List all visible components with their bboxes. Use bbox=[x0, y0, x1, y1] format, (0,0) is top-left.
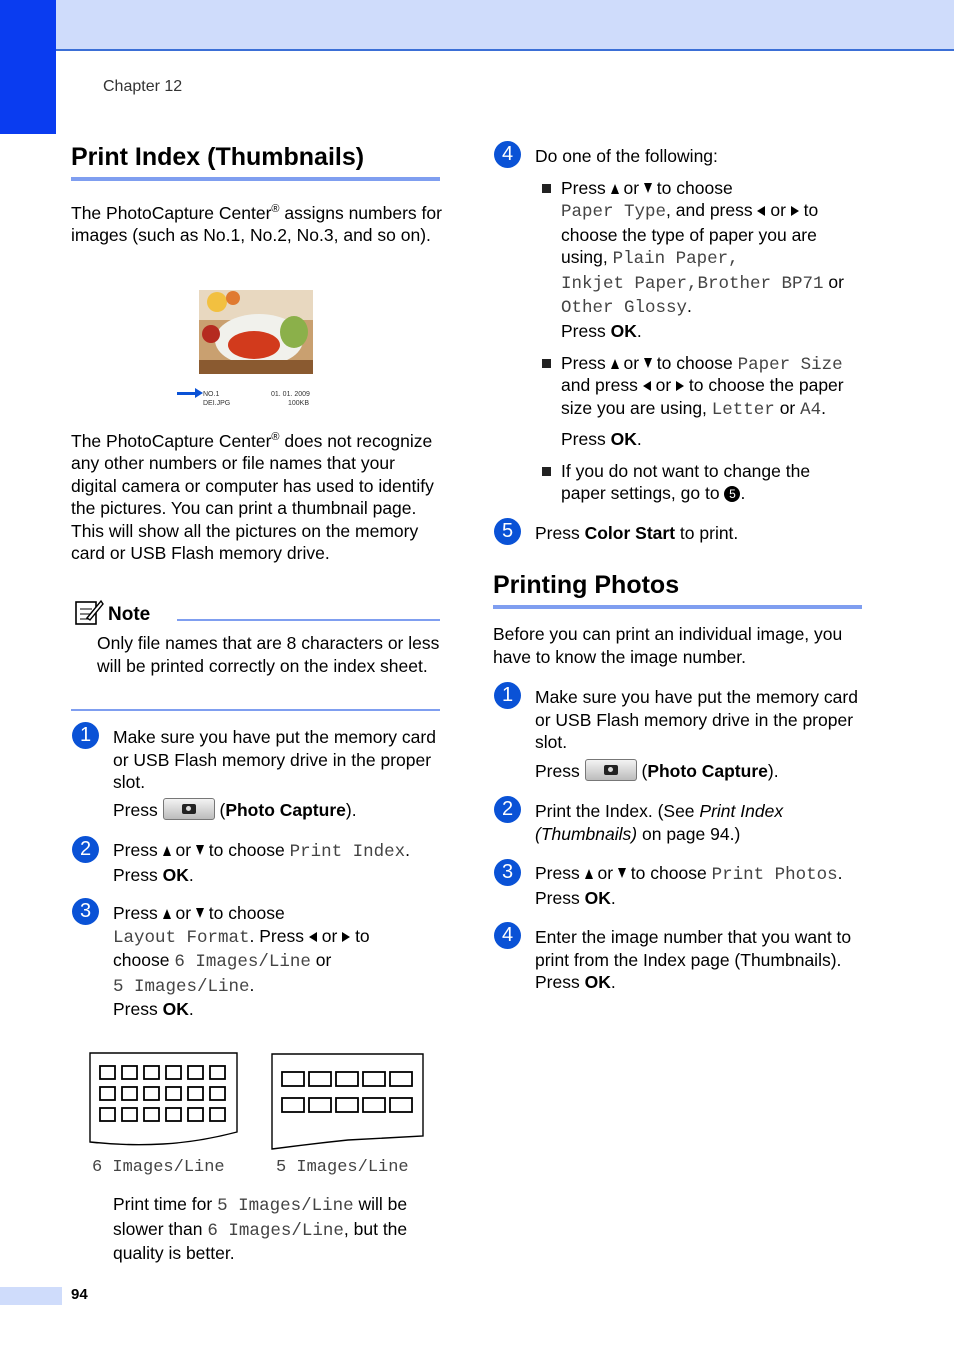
left-arrow-icon bbox=[643, 381, 651, 391]
up-arrow-icon bbox=[611, 184, 619, 194]
step-number-4: 4 bbox=[494, 141, 521, 168]
note-text: Only file names that are 8 characters or less will be printed correctly on the index sheet. bbox=[97, 633, 440, 676]
bullet-paper-size-body: and press or to choose the paper size you are using, Letter or A4. bbox=[561, 375, 844, 420]
arrowhead-icon bbox=[195, 388, 203, 398]
left-arrow-icon bbox=[309, 932, 317, 942]
printing-photos-intro: Before you can print an individual image, you have to know the image number. bbox=[493, 624, 843, 667]
note-bottom-rule bbox=[71, 709, 440, 711]
p1-text: Make sure you have put the memory card or USB Flash memory drive in the proper slot. bbox=[535, 687, 858, 752]
section-title-printing-photos: Printing Photos bbox=[493, 571, 680, 599]
section-title-print-index: Print Index (Thumbnails) bbox=[71, 143, 365, 171]
right-arrow-icon bbox=[342, 932, 350, 942]
photo-capture-button[interactable] bbox=[585, 759, 637, 781]
down-arrow-icon bbox=[644, 358, 652, 368]
layout-5-images-illustration bbox=[270, 1052, 426, 1152]
note-rule bbox=[177, 619, 440, 621]
step-number-p2: 2 bbox=[494, 796, 521, 823]
p1-press: Press (Photo Capture). bbox=[535, 761, 779, 781]
bullet-paper-type: Press or to choose bbox=[542, 177, 872, 200]
note-icon bbox=[74, 598, 102, 626]
title2-underline bbox=[493, 605, 862, 609]
thumb-date: 01. 01. 2009 bbox=[271, 391, 310, 398]
down-arrow-icon bbox=[644, 183, 652, 193]
p3-text: Press or to choose Print Photos. Press OK. bbox=[535, 863, 843, 908]
p2-text: Print the Index. (See Print Index (Thumbnails) on page 94.) bbox=[535, 801, 784, 844]
bullet-paper-type-body: Paper Type, and press or to choose the type of paper you are using, Plain Paper, Inkjet Paper,Brother BP71 or Other Glossy. bbox=[561, 200, 844, 318]
photo-capture-button[interactable] bbox=[163, 798, 215, 820]
step-number-3: 3 bbox=[72, 898, 99, 925]
step1-text: Make sure you have put the memory card or USB Flash memory drive in the proper slot. bbox=[113, 727, 436, 792]
step-number-5: 5 bbox=[494, 518, 521, 545]
step1-press: Press (Photo Capture). bbox=[113, 800, 357, 820]
footer-bar bbox=[0, 1287, 62, 1305]
chapter-label: Chapter 12 bbox=[103, 78, 183, 95]
recognize-paragraph: The PhotoCapture Center® does not recognize any other numbers or file names that your digital camera or computer has used to identify the pictures. You can print a thumbnail page. This will show all the pictures on the memory card or USB Flash memory drive. bbox=[71, 430, 434, 564]
thumb-number: NO.1 bbox=[203, 391, 220, 398]
up-arrow-icon bbox=[163, 909, 171, 919]
p4-text: Enter the image number that you want to print from the Index page (Thumbnails). Press OK. bbox=[535, 927, 852, 992]
down-arrow-icon bbox=[196, 908, 204, 918]
bullet2-press-ok: Press OK. bbox=[561, 429, 642, 449]
bullet-no-change-body: paper settings, go to 5 . bbox=[561, 483, 746, 503]
layout-6-label: 6 Images/Line bbox=[92, 1158, 225, 1177]
step-number-p3: 3 bbox=[494, 859, 521, 886]
header-bar bbox=[0, 0, 954, 51]
down-arrow-icon bbox=[196, 845, 204, 855]
right-arrow-icon bbox=[676, 381, 684, 391]
thumb-size: 100KB bbox=[288, 400, 310, 407]
bullet-icon bbox=[542, 359, 551, 368]
step2-text: Press or to choose Print Index. Press OK. bbox=[113, 840, 410, 885]
bullet-no-change: If you do not want to change the bbox=[542, 460, 872, 483]
sample-thumbnail-image bbox=[199, 290, 313, 374]
camera-icon bbox=[604, 765, 618, 775]
step5-text: Press Color Start to print. bbox=[535, 523, 739, 543]
chapter-tab bbox=[0, 0, 56, 134]
bullet1-press-ok: Press OK. bbox=[561, 321, 642, 341]
camera-icon bbox=[182, 804, 196, 814]
title-underline bbox=[71, 177, 440, 181]
bullet-icon bbox=[542, 467, 551, 476]
layout-5-label: 5 Images/Line bbox=[276, 1158, 409, 1177]
step3-text: Press or to choose Layout Format. Press or to choose 6 Images/Line or 5 Images/Line. Press OK. bbox=[113, 903, 370, 1019]
print-time-paragraph: Print time for 5 Images/Line will be slower than 6 Images/Line, but the quality is better. bbox=[113, 1194, 408, 1263]
layout-6-images-illustration bbox=[89, 1052, 239, 1152]
step-number-p4: 4 bbox=[494, 922, 521, 949]
page-number: 94 bbox=[71, 1286, 88, 1303]
step-number-2: 2 bbox=[72, 836, 99, 863]
intro-paragraph: The PhotoCapture Center® assigns numbers for images (such as No.1, No.2, No.3, and so on). bbox=[71, 202, 442, 246]
up-arrow-icon bbox=[163, 846, 171, 856]
bullet-paper-size: Press or to choose Paper Size bbox=[542, 352, 882, 377]
up-arrow-icon bbox=[611, 359, 619, 369]
down-arrow-icon bbox=[618, 868, 626, 878]
left-arrow-icon bbox=[757, 206, 765, 216]
step-number-p1: 1 bbox=[494, 682, 521, 709]
note-title: Note bbox=[108, 604, 151, 625]
up-arrow-icon bbox=[585, 869, 593, 879]
bullet-icon bbox=[542, 184, 551, 193]
thumb-filename: DEI.JPG bbox=[203, 400, 231, 407]
right-arrow-icon bbox=[791, 206, 799, 216]
step-reference-badge: 5 bbox=[724, 486, 740, 502]
step-number-1: 1 bbox=[72, 722, 99, 749]
step4-text: Do one of the following: bbox=[535, 146, 718, 166]
